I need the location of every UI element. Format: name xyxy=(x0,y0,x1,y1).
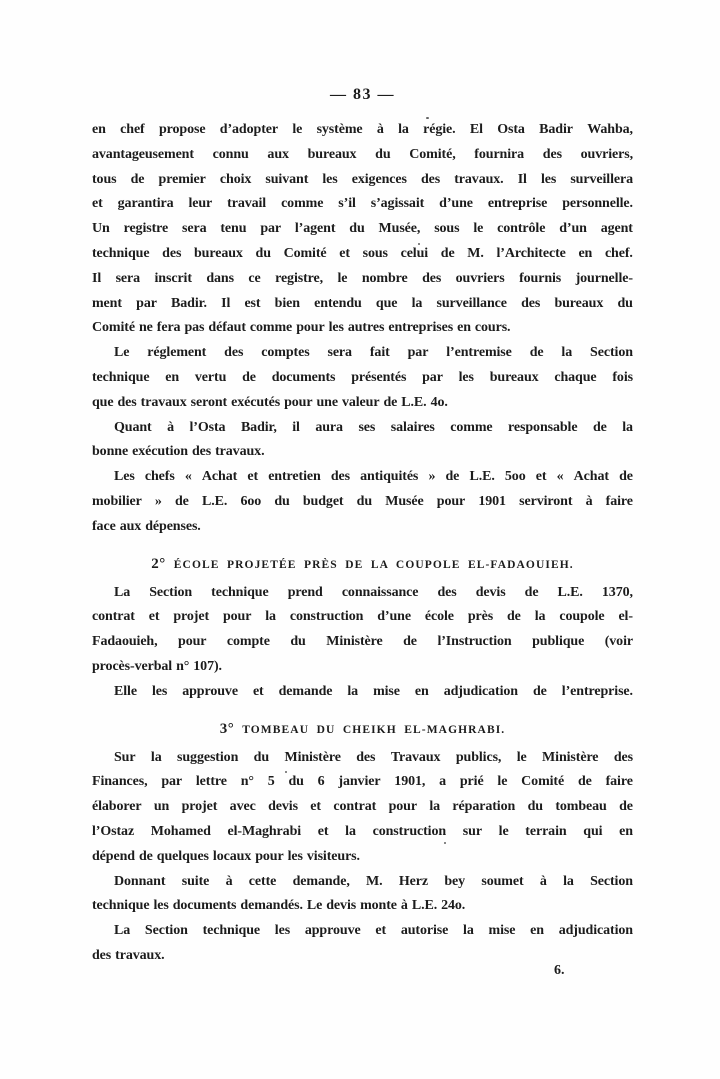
text-line: ment par Badir. Il est bien entendu que la surveillance des bureaux du xyxy=(92,295,633,311)
text-line: procès-verbal n° 107). xyxy=(92,658,222,674)
section-heading xyxy=(92,717,633,741)
text-line: La Section technique prend connaissance des devis de L.E. 1370, xyxy=(114,584,633,600)
text-line: Il sera inscrit dans ce registre, le nombre des ouvriers fournis journelle- xyxy=(92,270,633,286)
text-line: et garantira leur travail comme s’il s’agissait d’une entreprise personnelle. xyxy=(92,196,633,212)
section-number: 3° xyxy=(219,720,243,737)
scan-speck xyxy=(426,117,429,119)
text-line: technique des bureaux du Comité et sous celui de M. l’Architecte en chef. xyxy=(92,245,633,261)
text-line: Fadaouieh, pour compte du Ministère de l’Instruction publique (voir xyxy=(92,634,633,650)
text-line: technique les documents demandés. Le devis monte à L.E. 24o. xyxy=(92,898,466,914)
scan-speck xyxy=(418,243,420,245)
text-line: Comité ne fera pas défaut comme pour les autres entreprises en cours. xyxy=(92,320,511,336)
text-line: technique en vertu de documents présentés par les bureaux chaque fois xyxy=(92,369,633,385)
text-line: Quant à l’Osta Badir, il aura ses salaires comme responsable de la xyxy=(114,419,633,435)
text-line: contrat et projet pour la construction d’une école près de la coupole el- xyxy=(92,609,633,625)
text-line: des travaux. xyxy=(92,947,165,963)
signature-mark: 6. xyxy=(554,963,565,978)
section-title: ÉCOLE PROJETÉE PRÈS DE LA COUPOLE EL-FADAOUIEH. xyxy=(173,558,574,571)
text-line: que des travaux seront exécutés pour une valeur de L.E. 4o. xyxy=(92,394,448,410)
page-number: — 83 — xyxy=(330,86,395,103)
text-line: mobilier » de L.E. 6oo du budget du Musée pour 1901 serviront à faire xyxy=(92,493,633,509)
text-line: Donnant suite à cette demande, M. Herz bey soumet à la Section xyxy=(114,873,633,889)
text-line: dépend de quelques locaux pour les visiteurs. xyxy=(92,848,360,864)
text-line: La Section technique les approuve et autorise la mise en adjudication xyxy=(114,923,633,939)
text-line: Elle les approuve et demande la mise en adjudication de l’entreprise. xyxy=(114,683,633,699)
text-line: élaborer un projet avec devis et contrat pour la réparation du tombeau de xyxy=(92,799,633,815)
text-line: Le réglement des comptes sera fait par l’entremise de la Section xyxy=(114,345,633,361)
text-line: face aux dépenses. xyxy=(92,518,201,534)
text-line: Sur la suggestion du Ministère des Travaux publics, le Ministère des xyxy=(114,749,633,765)
text-line: Finances, par lettre n° 5 du 6 janvier 1901, a prié le Comité de faire xyxy=(92,774,633,790)
text-line: Les chefs « Achat et entretien des antiquités » de L.E. 5oo et « Achat de xyxy=(114,469,633,485)
text-line: tous de premier choix suivant les exigences des travaux. Il les surveillera xyxy=(92,171,633,187)
text-line: en chef propose d’adopter le système à la régie. El Osta Badir Wahba, xyxy=(92,122,633,137)
scan-speck xyxy=(444,842,446,844)
text-line: Un registre sera tenu par l’agent du Musée, sous le contrôle d’un agent xyxy=(92,221,633,237)
text-line: avantageusement connu aux bureaux du Comité, fournira des ouvriers, xyxy=(92,146,633,162)
scan-speck xyxy=(285,771,287,773)
text-line: bonne exécution des travaux. xyxy=(92,444,265,460)
text-block xyxy=(92,118,633,969)
section-number: 2° xyxy=(151,555,174,572)
section-title: TOMBEAU DU CHEIKH EL-MAGHRABI. xyxy=(242,723,506,736)
section-heading xyxy=(92,552,633,576)
text-line: l’Ostaz Mohamed el-Maghrabi et la construction sur le terrain qui en xyxy=(92,823,633,839)
